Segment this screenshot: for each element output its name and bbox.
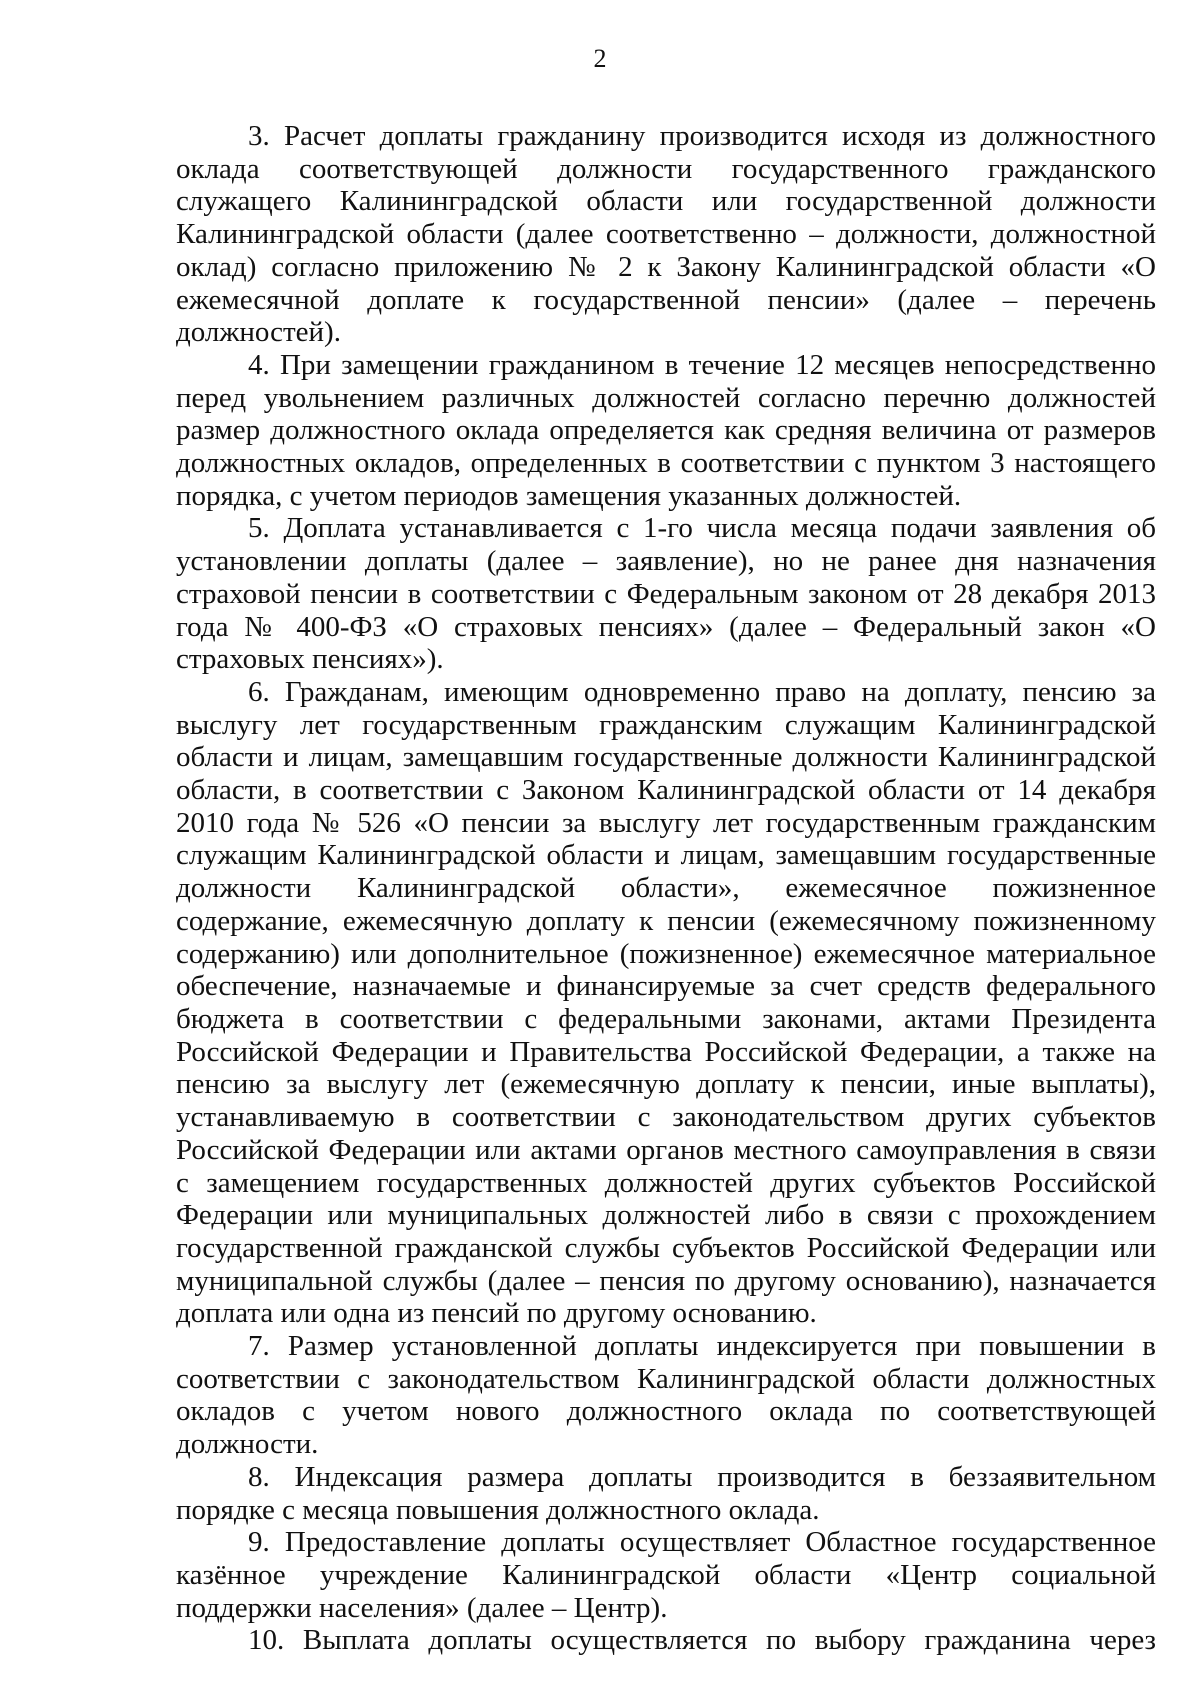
paragraph-text: Гражданам, имеющим одновременно право на доплату, пенсию за выслугу лет государственным гражданским служащим Калининградской области и лицам, замещавшим государственные должности Калининградской области, в соответствии с Законом Калининградской области от 14 декабря 2010 года № 526 «О пенсии за выслугу лет государственным гражданским служащим Калининградской области и лицам, замещавшим государственные должности Калининградской области», ежемесячное пожизненное содержание, ежемесячную доплату к пенсии (ежемесячному пожизненному содержанию) или дополнительное (пожизненное) ежемесячное материальное обеспечение, назначаемые и финансируемые за счет средств федерального бюджета в соответствии с федеральными законами, актами Президента Российской Федерации и Правительства Российской Федерации, а также на пенсию за выслугу лет (ежемесячную доплату к пенсии, иные выплаты), устанавливаемую в соответствии с законодательством других субъектов Российской Федерации или актами органов местного самоуправления в связи с замещением государственных должностей других субъектов Российской Федерации или муниципальных должностей либо в связи с прохождением государственной гражданской службы субъектов Российской Федерации или муниципальной службы (далее – пенсия по другому основанию), назначается доплата или одна из пенсий по другому основанию.	[176, 675, 1157, 1330]
paragraph-7	[176, 1330, 1156, 1461]
paragraph-5	[176, 512, 1156, 676]
paragraph-text: Индексация размера доплаты производится в беззаявительном порядке с месяца повышения должностного оклада.	[176, 1460, 1156, 1526]
paragraph-number: 9.	[248, 1526, 270, 1559]
paragraph-number: 3.	[248, 120, 270, 152]
paragraph-9	[176, 1526, 1156, 1624]
paragraph-text: Доплата устанавливается с 1-го числа месяца подачи заявления об установлении доплаты (далее – заявление), но не ранее дня назначения страховой пенсии в соответствии с Федеральным законом от 28 декабря 2013 года № 400-ФЗ «О страховых пенсиях» (далее – Федеральный закон «О страховых пенсиях»).	[176, 512, 1156, 676]
paragraph-text: При замещении гражданином в течение 12 месяцев непосредственно перед увольнением различных должностей согласно перечню должностей размер должностного оклада определяется как средняя величина от размеров должностных окладов, определенных в соответствии с пунктом 3 настоящего порядка, с учетом периодов замещения указанных должностей.	[176, 348, 1156, 512]
paragraph-number: 4.	[248, 348, 270, 381]
paragraph-number: 7.	[248, 1330, 270, 1363]
paragraph-text: Предоставление доплаты осуществляет Областное государственное казённое учреждение Калининградской области «Центр социальной поддержки населения» (далее – Центр).	[176, 1526, 1156, 1624]
paragraph-4	[176, 349, 1156, 513]
paragraph-text: Расчет доплаты гражданину производится исходя из должностного оклада соответствующей должности государственного гражданского служащего Калининградской области или государственной должности Калининградской области (далее соответственно – должности, должностной оклад) согласно приложению № 2 к Закону Калининградской области «О ежемесячной доплате к государственной пенсии» (далее – перечень должностей).	[176, 120, 1156, 349]
paragraph-10	[176, 1624, 1156, 1657]
paragraph-number: 6.	[248, 675, 270, 708]
paragraph-text: Размер установленной доплаты индексируется при повышении в соответствии с законодательством Калининградской области должностных окладов с учетом нового должностного оклада по соответствующей должности.	[176, 1330, 1156, 1461]
paragraph-8	[176, 1461, 1156, 1526]
paragraph-6	[176, 676, 1156, 1330]
paragraph-number: 5.	[248, 512, 270, 545]
document-body	[176, 120, 1156, 1657]
page-number: 2	[593, 44, 607, 73]
paragraph-number: 10.	[248, 1624, 285, 1657]
paragraph-number: 8.	[248, 1460, 270, 1493]
paragraph-text: Выплата доплаты осуществляется по выбору гражданина через	[302, 1624, 1157, 1657]
paragraph-3	[176, 120, 1156, 349]
